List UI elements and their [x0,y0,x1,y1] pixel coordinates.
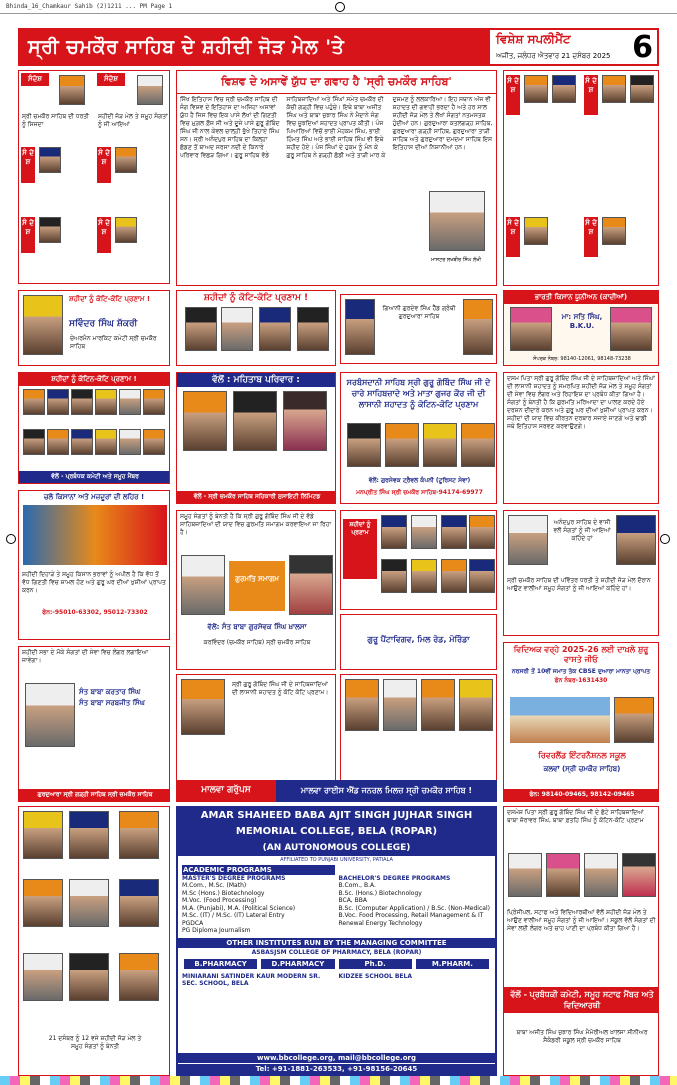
portrait-photo [524,217,548,245]
portrait-photo [508,515,548,565]
registration-mark-icon [660,534,670,544]
message-text: ਸ੍ਰੀ ਚਮਕੌਰ ਸਾਹਿਬ ਦੀ ਧਰਤੀ ਨੂੰ ਸਿਜਦਾ [22,113,89,128]
school-place: ਕਲਵਾਂ (ਸ੍ਰੀ ਚਮਕੌਰ ਸਾਹਿਬ) [543,765,621,773]
guru-head: ਸਰਬੰਸਦਾਨੀ ਸਾਹਿਬ ਸ੍ਰੀ ਗੁਰੂ ਗੋਬਿੰਦ ਸਿੰਘ ਜੀ ਦੇ ਚਾਰੇ ਸਾਹਿਬਜ਼ਾਦੇ ਅਤੇ ਮਾਤਾ ਗੁਜਰ ਕੌਰ ਜੀ ਦੀ ਲਾਸਾਨੀ ਸ਼ਹਾਦਤ ਨੂੰ ਕੋਟਿਨ-ਕੋਟਿ ਪ੍ਰਣਾਮ [346,378,491,409]
sandesh-label: ਸੰ ਦੇ ਸ਼ [21,217,35,253]
phone-line: ਮਨਪ੍ਰੀਤ ਸਿੰਘ ਸ੍ਰੀ ਚਮਕੌਰ ਸਾਹਿਬ-94174-69977 [356,489,483,496]
portrait-photo [421,679,455,731]
college-title-2: MEMORIAL COLLEGE, BELA (ROPAR) [178,824,495,840]
registration-mark-icon [335,2,345,12]
portrait-photo [584,853,618,897]
portrait-photo [546,853,580,897]
left-bottom-tributes [18,806,170,1076]
portrait-photo [441,515,467,549]
portrait-photo [233,391,277,451]
college-web: www.bbcollege.org, mail@bbcollege.org [178,1053,495,1063]
group-tribute [18,372,170,484]
kisan-banner-ad [18,490,170,640]
masthead-title: ਸ੍ਰੀ ਚਮਕੌਰ ਸਾਹਿਬ ਦੇ ਸ਼ਹੀਦੀ ਜੋੜ ਮੇਲ 'ਤੇ [18,28,488,66]
committee-org: ਬਾਬਾ ਅਜੀਤ ਸਿੰਘ ਜੁਝਾਰ ਸਿੰਘ ਮੈਮੋਰੀਅਲ ਖ਼ਾਲਸਾ ਸੀਨੀਅਰ ਸੈਕੰਡਰੀ ਸਕੂਲ ਸ੍ਰੀ ਚਮਕੌਰ ਸਾਹਿਬ [516,1029,648,1044]
family-footer: ਵੱਲੋਂ - ਸ੍ਰੀ ਚਮਕੌਰ ਸਾਹਿਬ ਸਹਿਕਾਰੀ ਸੁਸਾਇਟੀ ਲਿਮਿਟਡ [177,491,336,503]
supplement-label: ਵਿਸ਼ੇਸ਼ ਸਪਲੀਮੈਂਟ [496,32,571,46]
kisan-contact: ਸੰਪਰਕ ਨੰਬਰ: 98140-12061, 98148-73238 [533,356,631,362]
sandesh-label: ਸੰ ਦੇ ਸ਼ [506,217,520,257]
portrait-photo [381,515,407,549]
portrait-photo [137,75,163,105]
portrait-photo [221,307,253,351]
committee-body: ਪ੍ਰਿੰਸੀਪਲ, ਸਟਾਫ ਅਤੇ ਵਿਦਿਆਰਥੀਆਂ ਵੱਲੋਂ ਸ਼ਹੀਦੀ ਜੋੜ ਮੇਲ ਤੇ ਆਉਣ ਵਾਲੀਆਂ ਸਮੂਹ ਸੰਗਤਾਂ ਨੂੰ ਜੀ ਆਇਆਂ। ਸਕੂਲ ਵੱਲੋਂ ਸੰਗਤਾਂ ਦੀ ਸੇਵਾ ਲਈ ਲੰਗਰ ਅਤੇ ਚਾਹ ਪਾਣੀ ਦਾ ਪ੍ਰਬੰਧ ਕੀਤਾ ਗਿਆ ਹੈ। [507,909,656,932]
portrait-photo [181,679,225,735]
sandesh-label: ਸੰ ਦੇ ਸ਼ [584,217,598,257]
portrait-photo [469,515,495,549]
group-footer: ਵੱਲੋਂ - ਪ੍ਰਬੰਧਕ ਕਮੇਟੀ ਅਤੇ ਸਮੂਹ ਮੈਂਬਰ [19,471,170,483]
portrait-photo [69,811,109,859]
saint-tribute [18,646,170,802]
saint-label: ਅਨੰਦਪੁਰ ਸਾਹਿਬ ਦੇ ਵਾਸੀ ਵਲੋਂ ਸੰਗਤਾਂ ਨੂੰ ਜੀ ਆਇਆਂ ਕਹਿੰਦੇ ਹਾਂ [553,519,611,542]
sandesh-label: ਸੰਦੇਸ਼ [97,73,125,86]
tourist-line: ਵੱਲੋਂ: ਗੁਰਸੇਵਕ ਟ੍ਰੈਵਲ ਕੰਪਨੀ (ਟੂਰਿਸਟ ਸੇਵਾ) [368,477,471,484]
samagam-label: ਗੁਰਮਤਿ ਸਮਾਗਮ [229,561,285,611]
portrait-photo [23,953,63,1001]
portrait-photo [383,679,417,731]
portrait-photo [630,75,654,103]
portrait-photo [345,299,375,355]
portrait-photo [411,515,437,549]
portrait-photo [181,555,225,615]
portrait-photo [25,683,75,747]
announcement-text: ਦਸਮ ਪਿਤਾ ਸ੍ਰੀ ਗੁਰੂ ਗੋਬਿੰਦ ਸਿੰਘ ਜੀ ਦੇ ਸਾਹਿਬਜ਼ਾਦਿਆਂ ਅਤੇ ਸਿੰਘਾਂ ਦੀ ਲਾਸਾਨੀ ਸ਼ਹਾਦਤ ਨੂੰ ਸਮਰਪਿਤ ਸ਼ਹੀਦੀ ਜੋੜ ਮੇਲ ਤੇ ਸਮੂਹ ਸੰਗਤਾਂ ਦੀ ਸੇਵਾ ਵਿਚ ਲੰਗਰ ਅਤੇ ਰਿਹਾਇਸ਼ ਦਾ ਪ੍ਰਬੰਧ ਕੀਤਾ ਗਿਆ ਹੈ। ਸੰਗਤਾਂ ਨੂੰ ਬੇਨਤੀ ਹੈ ਕਿ ਗੁਰਮਤਿ ਮਰਿਆਦਾ ਦਾ ਪਾਲਣ ਕਰਦੇ ਹੋਏ ਦਰਸ਼ਨ ਦੀਦਾਰੇ ਕਰਨ ਅਤੇ ਗੁਰੂ ਘਰ ਦੀਆਂ ਖੁਸ਼ੀਆਂ ਪ੍ਰਾਪਤ ਕਰਨ। ਸ਼ਹੀਦਾਂ ਦੀ ਯਾਦ ਵਿਚ ਕੀਰਤਨ ਦਰਬਾਰ ਸਜਾਏ ਜਾਣਗੇ ਅਤੇ ਢਾਡੀ ਜਥੇ ਇਤਿਹਾਸ ਸਰਵਣ ਕਰਵਾਉਣਗੇ। [507,375,655,430]
bachelor-list: B.Com., B.A. B.Sc. (Hons.) Biotechnology BCA, BBA B.Sc. (Computer Application) / B.Sc. (Non-Medical) B.Voc. Food Processing, Retail Management & IT Renewal Energy Technology [338,882,490,927]
lead-article [176,70,497,286]
other-head: OTHER INSTITUTES RUN BY THE MANAGING COMMITTEE [178,938,495,948]
portrait-photo [614,697,654,743]
masters-head: MASTER'S DEGREE PROGRAMS [182,875,286,882]
portrait-photo [115,217,137,243]
portrait-photo [119,429,141,455]
portrait-photo [119,811,159,859]
school-sub: ਨਰਸਰੀ ਤੋਂ 10ਵੀਂ ਜਮਾਤ ਤੱਕ CBSE ਦੁਆਰਾ ਮਾਨਤਾ ਪ੍ਰਾਪਤ [511,668,651,675]
portrait-photo [23,811,63,859]
school-building-image [510,697,610,743]
saint-footer: ਗੁਰਦੁਆਰਾ ਸ੍ਰੀ ਗੜ੍ਹੀ ਸਾਹਿਬ ਸ੍ਰੀ ਚਮਕੌਰ ਸਾਹਿਬ [19,789,170,801]
sandesh-label: ਸੰਦੇਸ਼ [21,73,49,86]
portrait-photo [119,389,141,415]
print-slug: Bhinda_16_Chamkaur Sahib (2)1211 ... PM Page 1 [0,0,677,14]
portrait-photo [552,75,576,103]
family-tribute [176,372,336,504]
portrait-photo [463,299,493,355]
kisan-union-ad [503,290,659,366]
saint-intro: ਸ਼ਹੀਦੀ ਸਭਾ ਦੇ ਮੌਕੇ ਸੰਗਤਾਂ ਦੀ ਸੇਵਾ ਵਿਚ ਲੰਗਰ ਲਗਾਇਆ ਜਾਵੇਗਾ। [22,649,149,664]
school-2: KIDZEE SCHOOL BELA [338,972,412,980]
portrait-photo [459,679,493,731]
right-announcement [503,372,659,504]
portrait-photo [69,879,109,927]
portrait-photo [23,389,45,415]
portrait-photo [441,559,467,593]
portrait-photo [119,879,159,927]
banner-text: ਸ਼ਹੀਦੀ ਦਿਹਾੜੇ ਤੇ ਸਮੂਹ ਕਿਸਾਨ ਭਰਾਵਾਂ ਨੂੰ ਅਪੀਲ ਹੈ ਕਿ ਵੱਧ ਤੋਂ ਵੱਧ ਗਿਣਤੀ ਵਿਚ ਸ਼ਾਮਲ ਹੋਣ ਅਤੇ ਗੁਰੂ ਘਰ ਦੀਆਂ ਖੁਸ਼ੀਆਂ ਪ੍ਰਾਪਤ ਕਰਨ। [22,571,166,594]
bachelor-head: BACHELOR'S DEGREE PROGRAMS [338,875,451,882]
portrait-photo [345,679,379,731]
school-head: ਵਿਦਿਅਕ ਵਰ੍ਹੇ 2025-26 ਲਈ ਦਾਖ਼ਲੇ ਸ਼ੁਰੂ ਵਾਸਤੇ ਜੀਓ [513,645,649,664]
issue-date: ਅਜੀਤ, ਜਲੰਧਰ ਐਤਵਾਰ 21 ਦਸੰਬਰ 2025 [496,52,611,60]
shaheedan-tribute [176,290,336,366]
portrait-photo [289,555,333,615]
portrait-photo [461,423,495,467]
portrait-photo [119,953,159,1001]
portrait-photo [23,295,63,355]
portrait-photo [23,429,45,455]
tribute-name: ਸਵਿੰਦਰ ਸਿੰਘ ਸ਼ੱਕਰੀ [69,319,138,329]
masters-list: M.Com., M.Sc. (Math) M.Sc (Hons.) Biotechnology M.Voc. (Food Processing) M.A. (Punjabi), M.A. (Political Science) M.Sc. (IT) / M.Sc. (IT) Lateral Entry PGDCA PG Diploma Journalism [182,882,296,934]
message-text: ਸ਼ਹੀਦੀ ਜੋੜ ਮੇਲ ਤੇ ਸਮੂਹ ਸੰਗਤਾਂ ਨੂੰ ਜੀ ਆਇਆਂ [98,113,168,128]
school-name: ਰਿਵਰਲੈਂਡ ਇੰਟਰਨੈਸ਼ਨਲ ਸਕੂਲ [538,751,626,760]
school-admission-ad [503,642,659,802]
portrait-photo [95,429,117,455]
portrait-photo [71,429,93,455]
right-messages-block [503,70,659,286]
saint-names: ਸੰਤ ਬਾਬਾ ਕਰਤਾਰ ਸਿੰਘ ਸੰਤ ਬਾਬਾ ਸਰਬਜੀਤ ਸਿੰਘ [79,688,145,707]
portrait-photo [610,307,652,351]
portrait-photo [47,429,69,455]
portrait-photo [381,559,407,593]
portrait-photo [469,559,495,593]
lead-headline: ਵਿਸ਼ਵ ਦੇ ਅਸਾਵੇਂ ਯੁੱਧ ਦਾ ਗਵਾਹ ਹੈ 'ਸ੍ਰੀ ਚਮਕੌਰ ਸਾਹਿਬ' [177,71,496,94]
banner-image [23,505,167,565]
lead-body: ਸਿੱਖ ਇਤਿਹਾਸ ਵਿਚ ਸ੍ਰੀ ਚਮਕੌਰ ਸਾਹਿਬ ਦੀ ਜੰਗ ਵਿਸ਼ਵ ਦੇ ਇਤਿਹਾਸ ਦਾ ਅਜਿਹਾ ਅਸਾਵਾਂ ਯੁੱਧ ਹੈ ਜਿਸ ਵਿਚ ਇਕ ਪਾਸੇ ਲੱਖਾਂ ਦੀ ਗਿਣਤੀ ਵਿਚ ਮੁਗ਼ਲ ਫ਼ੌਜ ਸੀ ਅਤੇ ਦੂਜੇ ਪਾਸੇ ਗੁਰੂ ਗੋਬਿੰਦ ਸਿੰਘ ਜੀ ਨਾਲ ਕੇਵਲ ਚਾਲ੍ਹੀ ਭੁੱਖੇ ਤਿਹਾਏ ਸਿੰਘ ਸਨ। ਸ੍ਰੀ ਅਨੰਦਪੁਰ ਸਾਹਿਬ ਦਾ ਕਿਲ੍ਹਾ ਛੱਡਣ ਤੋਂ ਬਾਅਦ ਸਰਸਾ ਨਦੀ ਦੇ ਕਿਨਾਰੇ ਪਰਿਵਾਰ ਵਿਛੜ ਗਿਆ। ਗੁਰੂ ਸਾਹਿਬ ਵੱਡੇ ਸਾਹਿਬਜ਼ਾਦਿਆਂ ਅਤੇ ਸਿੰਘਾਂ ਸਮੇਤ ਚਮਕੌਰ ਦੀ ਕੱਚੀ ਗੜ੍ਹੀ ਵਿਚ ਪਹੁੰਚੇ। ਇਥੇ ਬਾਬਾ ਅਜੀਤ ਸਿੰਘ ਅਤੇ ਬਾਬਾ ਜੁਝਾਰ ਸਿੰਘ ਨੇ ਮੈਦਾਨੇ ਜੰਗ ਵਿਚ ਜੂਝਦਿਆਂ ਸ਼ਹਾਦਤ ਪ੍ਰਾਪਤ ਕੀਤੀ। ਪੰਜ ਪਿਆਰਿਆਂ ਵਿਚੋਂ ਭਾਈ ਮੋਹਕਮ ਸਿੰਘ, ਭਾਈ ਹਿੰਮਤ ਸਿੰਘ ਅਤੇ ਭਾਈ ਸਾਹਿਬ ਸਿੰਘ ਵੀ ਇਥੇ ਸ਼ਹੀਦ ਹੋਏ। ਪੰਜ ਸਿੰਘਾਂ ਦੇ ਹੁਕਮ ਨੂੰ ਮੰਨ ਕੇ ਗੁਰੂ ਸਾਹਿਬ ਨੇ ਗੜ੍ਹੀ ਛੱਡੀ ਅਤੇ ਤਾੜੀ ਮਾਰ ਕੇ ਦੁਸ਼ਮਣ ਨੂੰ ਲਲਕਾਰਿਆ। ਇਹ ਸਥਾਨ ਅੱਜ ਵੀ ਸ਼ਹਾਦਤ ਦੀ ਗਵਾਹੀ ਭਰਦਾ ਹੈ ਅਤੇ ਹਰ ਸਾਲ ਸ਼ਹੀਦੀ ਜੋੜ ਮੇਲ ਤੇ ਲੱਖਾਂ ਸੰਗਤਾਂ ਨਤਮਸਤਕ ਹੁੰਦੀਆਂ ਹਨ। ਗੁਰਦੁਆਰਾ ਕਤਲਗੜ੍ਹ ਸਾਹਿਬ, ਗੁਰਦੁਆਰਾ ਗੜ੍ਹੀ ਸਾਹਿਬ, ਗੁਰਦੁਆਰਾ ਤਾੜੀ ਸਾਹਿਬ ਅਤੇ ਗੁਰਦੁਆਰਾ ਦਮਦਮਾ ਸਾਹਿਬ ਇਸ ਇਤਿਹਾਸ ਦੀਆਂ ਨਿਸ਼ਾਨੀਆਂ ਹਨ। [180,96,493,159]
sandesh-label: ਸੰ ਦੇ ਸ਼ [21,147,35,183]
college-affiliation: AFFILIATED TO PUNJABI UNIVERSITY, PATIALA [280,857,393,863]
malwa-strip [176,780,497,802]
portrait-photo [423,423,457,467]
portrait-photo [185,307,217,351]
portrait-photo [47,389,69,415]
ad-contact: ਫੋਨ:-95010-63302, 95012-73302 [42,609,148,616]
school-1: MINIARANI SATINDER KAUR MODERN SR. SEC. SCHOOL, BELA [182,972,321,987]
left-messages-block [18,70,170,284]
programs-head: ACADEMIC PROGRAMS [182,865,335,875]
kisan-head: ਭਾਰਤੀ ਕਿਸਾਨ ਯੂਨੀਅਨ (ਕਾਦੀਆਂ) [504,291,658,304]
bku-name: ਮਾ: ਸਤਿ ਸਿੰਘ, B.K.U. [561,313,603,330]
anandpur-welcome [503,510,659,636]
portrait-photo [411,559,437,593]
portrait-photo [115,147,137,173]
portrait-photo [510,307,552,351]
portrait-photo [59,75,85,105]
portrait-photo [622,853,656,897]
bottom-note: 21 ਦਸੰਬਰ ਨੂੰ 12 ਵਜੇ ਸ਼ਹੀਦੀ ਜੋੜ ਮੇਲ ਤੇ ਸਮੂਹ ਸੰਗਤਾਂ ਨੂੰ ਬੇਨਤੀ [48,1035,142,1050]
tribute-role: ਚੇਅਰਮੈਨ ਮਾਰਕਿਟ ਕਮੇਟੀ ਸ੍ਰੀ ਚਮਕੌਰ ਸਾਹਿਬ [70,335,157,350]
shaheedan-head: ਸ਼ਹੀਦਾਂ ਨੂੰ ਕੋਟਿ-ਕੋਟਿ ਪ੍ਰਣਾਮ ! [203,293,309,303]
portrait-photo [183,391,227,451]
portrait-photo [259,307,291,351]
portrait-photo [508,853,542,897]
sant-ref: ਕਰਵਿੰਦਰ (ਚਮਕੌਰ ਸਾਹਿਬ) ਸ੍ਰੀ ਚਮਕੌਰ ਸਾਹਿਬ [203,639,311,646]
portrait-photo [69,953,109,1001]
portrait-photo [71,389,93,415]
page-number: 6 [632,30,653,65]
pharmacy-programs: B.PHARMACY D.PHARMACY Ph.D. M.PHARM. [178,957,495,971]
committee-tribute [503,806,659,1076]
portrait-photo [616,515,656,565]
college-ad [176,806,497,1076]
portrait-photo [39,217,61,243]
portrait-photo [39,147,61,173]
paint-ad [340,614,497,670]
portrait-photo [602,75,626,103]
bhai-text: ਸ੍ਰੀ ਗੁਰੂ ਗੋਬਿੰਦ ਸਿੰਘ ਜੀ ਦੇ ਸਾਹਿਬਜ਼ਾਦਿਆਂ ਦੀ ਲਾਸਾਨੀ ਸ਼ਹਾਦਤ ਨੂੰ ਕੋਟਿ ਕੋਟਿ ਪ੍ਰਣਾਮ। [232,681,329,696]
gurudwara-ad [340,294,497,364]
committee-text: ਦਸਮੇਸ਼ ਪਿਤਾ ਸ੍ਰੀ ਗੁਰੂ ਗੋਬਿੰਦ ਸਿੰਘ ਜੀ ਦੇ ਛੋਟੇ ਸਾਹਿਬਜ਼ਾਦਿਆਂ ਬਾਬਾ ਜ਼ੋਰਾਵਰ ਸਿੰਘ, ਬਾਬਾ ਫ਼ਤਹਿ ਸਿੰਘ ਨੂੰ ਕੋਟਿਨ-ਕੋਟਿ ਪ੍ਰਣਾਮ [507,809,644,824]
portrait-photo [143,429,165,455]
masthead-supplement [488,28,659,66]
registration-mark-icon [6,534,16,544]
malwa-left: ਮਾਲਵਾ ਗਰੁੱਪਸ [176,780,276,802]
author-byline: ਮਾਸਟਰ ਲਖਬੀਰ ਸਿੰਘ ਲੱਖੀ [430,257,482,263]
leaders-tribute [340,510,497,610]
leaders-label: ਸ਼ਹੀਦਾਂ ਨੂੰ ਪ੍ਰਣਾਮ [343,519,377,579]
author-photo [429,191,485,251]
portrait-photo [524,75,548,103]
welcome-text: ਸ੍ਰੀ ਚਮਕੌਰ ਸਾਹਿਬ ਦੀ ਪਵਿੱਤਰ ਧਰਤੀ ਤੇ ਸ਼ਹੀਦੀ ਜੋੜ ਮੇਲ ਦੌਰਾਨ ਆਉਣ ਵਾਲੀਆਂ ਸਮੂਹ ਸੰਗਤਾਂ ਨੂੰ ਜੀ ਆਇਆਂ ਕਹਿੰਦੇ ਹਾਂ। [507,577,651,592]
family-head: ਵੱਲੋਂ : ਮਹਿਤਾਬ ਪਰਿਵਾਰ : [177,373,335,387]
guru-tribute [340,372,497,504]
committee-footer: ਵੱਲੋਂ - ਪ੍ਰਬੰਧਕੀ ਕਮੇਟੀ, ਸਮੂਹ ਸਟਾਫ ਮੈਂਬਰ ਅਤੇ ਵਿਦਿਆਰਥੀ [504,987,659,1013]
ad-line: ਚਲੋ ਕਿਸਾਨਾਂ ਅਤੇ ਮਜ਼ਦੂਰਾਂ ਦੀ ਲਹਿਰ ! [43,493,145,501]
school-phone: ਫੋਨ ਨੰਬਰ-1631430 [554,677,608,684]
portrait-photo [95,389,117,415]
portrait-photo [297,307,329,351]
message-text: ਗਿਆਨੀ ਗੁਰਦੇਵ ਸਿੰਘ ਹੈੱਡ ਗ੍ਰੰਥੀ ਗੁਰਦੁਆਰਾ ਸਾਹਿਬ [382,305,456,320]
tribute-head: ਸ਼ਹੀਦਾਂ ਨੂੰ ਕੋਟਿ-ਕੋਟਿ ਪ੍ਰਣਾਮ ! [69,295,151,303]
gurmat-samagam [176,510,336,670]
tribute-chairman [18,290,170,366]
color-calibration-strip [0,1076,677,1085]
samagam-intro: ਸਮੂਹ ਸੰਗਤਾਂ ਨੂੰ ਬੇਨਤੀ ਹੈ ਕਿ ਸ੍ਰੀ ਗੁਰੂ ਗੋਬਿੰਦ ਸਿੰਘ ਜੀ ਦੇ ਵੱਡੇ ਸਾਹਿਬਜ਼ਾਦਿਆਂ ਦੀ ਯਾਦ ਵਿਚ ਗੁਰਮਤਿ ਸਮਾਗਮ ਕਰਵਾਇਆ ਜਾ ਰਿਹਾ ਹੈ। [180,513,332,536]
sandesh-label: ਸੰ ਦੇ ਸ਼ [506,75,520,115]
college-subtitle: (AN AUTONOMOUS COLLEGE) [178,840,495,856]
sandesh-label: ਸੰ ਦੇ ਸ਼ [97,217,111,253]
portrait-photo [347,423,381,467]
sandesh-label: ਸੰ ਦੇ ਸ਼ [584,75,598,115]
pharmacy-name: ASBASJSM COLLEGE OF PHARMACY, BELA (ROPAR) [251,948,422,956]
college-phone: Tel: +91-1881-263533, +91-98156-20645 [178,1064,495,1074]
portrait-photo [283,391,327,451]
malwa-right: ਮਾਲਵਾ ਰਾਈਸ ਐਂਡ ਜਨਰਲ ਮਿਲਜ਼ ਸ੍ਰੀ ਚਮਕੌਰ ਸਾਹਿਬ ! [276,780,497,802]
college-title: AMAR SHAHEED BABA AJIT SINGH JUJHAR SINGH [178,808,495,824]
portrait-photo [143,389,165,415]
portrait-photo [602,217,626,245]
masthead [18,28,659,66]
paint-line: ਗੁਰੂ ਪੈਂਟਾਵਿਗਵ, ਮਿਲ ਰੋਡ, ਮੋਰਿੰਡਾ [367,635,470,644]
group-head: ਸ਼ਹੀਦਾਂ ਨੂੰ ਕੋਟਿਨ-ਕੋਟਿ ਪ੍ਰਣਾਮ ! [19,373,169,386]
school-contact: ਫੋਨ: 98140-09465, 98142-09465 [504,789,659,801]
portrait-photo [385,423,419,467]
sandesh-label: ਸੰ ਦੇ ਸ਼ [97,147,111,183]
portrait-photo [23,879,63,927]
sant-block: ਵੱਲੋਂ: ਸੰਤ ਬਾਬਾ ਗੁਰਸੇਵਕ ਸਿੰਘ ਖ਼ਾਲਸਾ [207,623,307,631]
